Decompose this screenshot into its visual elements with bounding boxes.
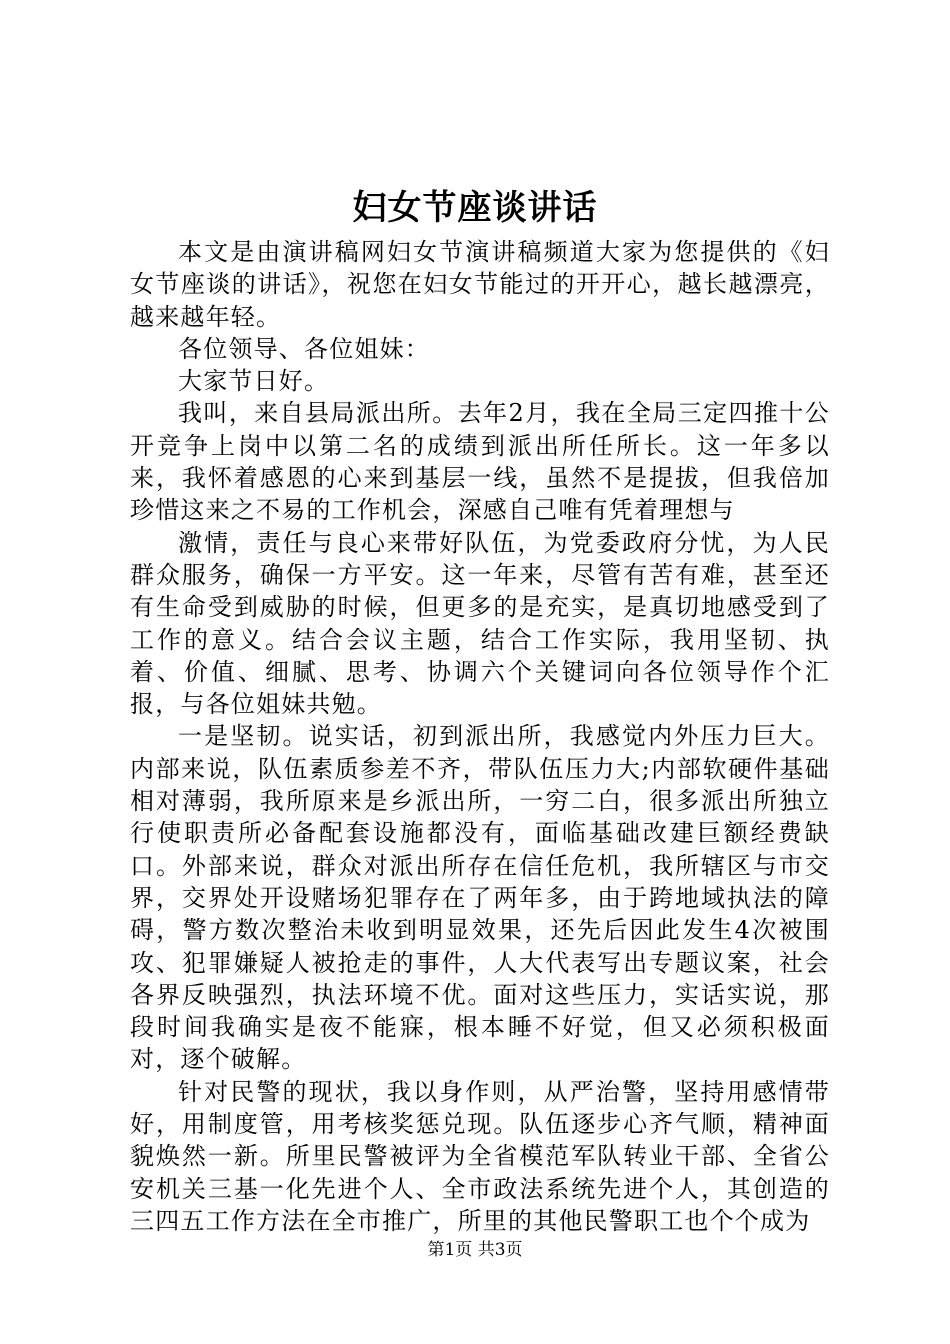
paragraph: 各位领导、各位姐妹： bbox=[178, 334, 430, 363]
paragraph: 激情，责任与良心来带好队伍，为党委政府分忧，为人民群众服务，确保一方平安。这一年来，尽管有苦有难，甚至还有生命受到威胁的时候，但更多的是充实，是真切地感受到了工作的意义。结合会议主题，结合工作实际，我用坚韧、执着、价值、细腻、思考、协调六个关键词向各位领导作个汇报，与各位姐妹共勉。 bbox=[130, 528, 830, 719]
paragraph: 大家节日好。 bbox=[178, 367, 330, 396]
page-title: 妇女节座谈讲话 bbox=[352, 188, 598, 228]
paragraph: 本文是由演讲稿网妇女节演讲稿频道大家为您提供的《妇女节座谈的讲话》，祝您在妇女节能过的开开心，越长越漂亮，越来越年轻。 bbox=[130, 238, 830, 331]
paragraph: 我叫，来自县局派出所。去年2月，我在全局三定四推十公开竞争上岗中以第二名的成绩到派出所任所长。这一年多以来，我怀着感恩的心来到基层一线，虽然不是提拔，但我倍加珍惜这来之不易的工作机会，深感自己唯有凭着理想与 bbox=[130, 399, 830, 525]
page-footer: 第1页 共3页 bbox=[427, 1240, 523, 1260]
paragraph: 针对民警的现状，我以身作则，从严治警，坚持用感情带好，用制度管，用考核奖惩兑现。队伍逐步心齐气顺，精神面貌焕然一新。所里民警被评为全省模范军队转业干部、全省公安机关三基一化先进个人、全市政法系统先进个人，其创造的三四五工作方法在全市推广，所里的其他民警职工也个个成为 bbox=[130, 1077, 830, 1235]
paragraph: 一是坚韧。说实话，初到派出所，我感觉内外压力巨大。内部来说，队伍素质参差不齐，带队伍压力大;内部软硬件基础相对薄弱，我所原来是乡派出所，一穷二白，很多派出所独立行使职责所必备配套设施都没有，面临基础改建巨额经费缺口。外部来说，群众对派出所存在信任危机，我所辖区与市交界，交界处开设赌场犯罪存在了两年多，由于跨地域执法的障碍，警方数次整治未收到明显效果，还先后因此发生4次被围攻、犯罪嫌疑人被抢走的事件，人大代表写出专题议案，社会各界反映强烈，执法环境不优。面对这些压力，实话实说，那段时间我确实是夜不能寐，根本睡不好觉，但又必须积极面对，逐个破解。 bbox=[130, 722, 830, 1074]
document-body bbox=[130, 236, 830, 1237]
